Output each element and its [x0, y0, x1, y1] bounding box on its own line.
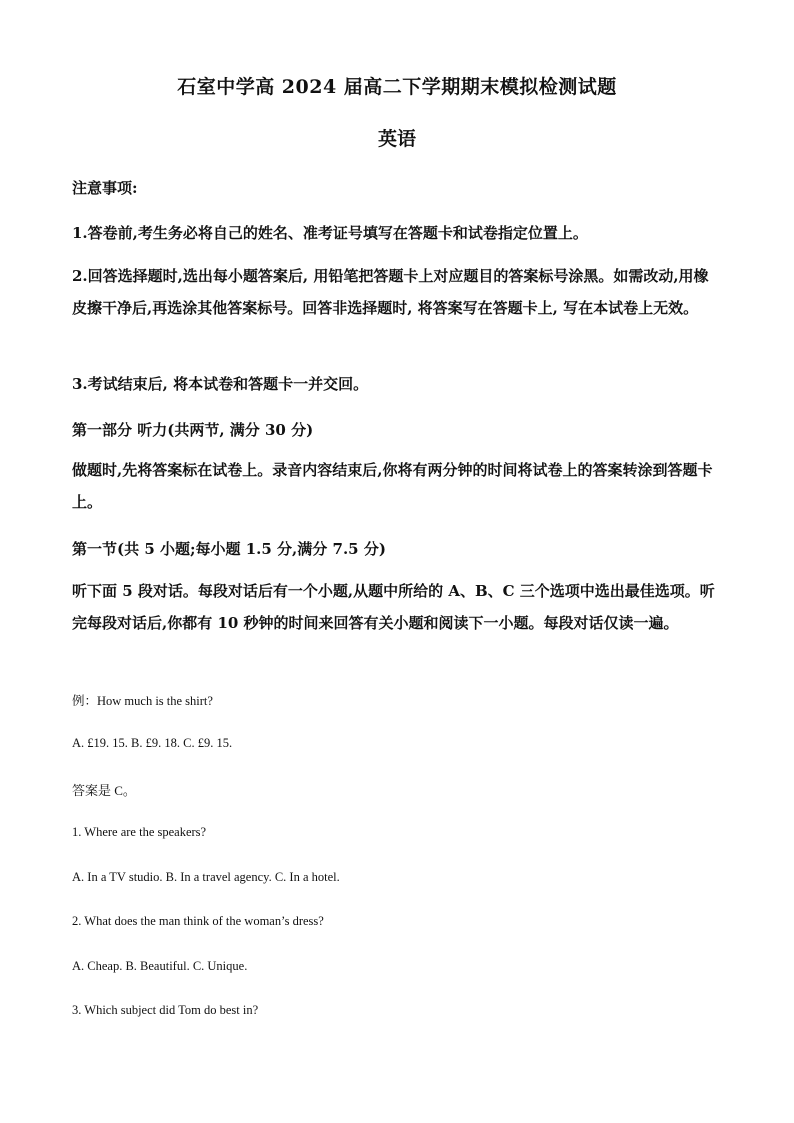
example-question: 例：How much is the shirt?	[72, 694, 213, 708]
question-3: 3. Which subject did Tom do best in?	[72, 1003, 259, 1017]
example-options: A. £19. 15. B. £9. 18. C. £9. 15.	[72, 736, 233, 750]
question-1-options: A. In a TV studio. B. In a travel agency. C. In a hotel.	[72, 870, 340, 884]
section1-instruction: 听下面 5 段对话。每段对话后有一个小题,从题中所给的 A、B、C 三个选项中选出最佳选项。听完每段对话后,你都有 10 秒钟的时间来回答有关小题和阅读下一小题。每段对话仅读一遍。	[72, 582, 715, 632]
exam-title: 石室中学高 2024 届高二下学期期末模拟检测试题	[177, 76, 617, 98]
subject-title: 英语	[377, 128, 416, 150]
notice-item-3: 3.考试结束后, 将本试卷和答题卡一并交回。	[72, 375, 369, 393]
section1-heading: 第一节(共 5 小题;每小题 1.5 分,满分 7.5 分)	[72, 540, 386, 558]
question-1: 1. Where are the speakers?	[72, 825, 207, 839]
notice-item-1: 1.答卷前,考生务必将自己的姓名、准考证号填写在答题卡和试卷指定位置上。	[72, 224, 588, 242]
part1-instruction: 做题时,先将答案标在试卷上。录音内容结束后,你将有两分钟的时间将试卷上的答案转涂到答题卡上。	[72, 461, 713, 511]
part1-heading: 第一部分 听力(共两节, 满分 30 分)	[72, 421, 314, 439]
question-2: 2. What does the man think of the woman’s dress?	[72, 914, 324, 928]
notice-item-2: 2.回答选择题时,选出每小题答案后, 用铅笔把答题卡上对应题目的答案标号涂黑。如需改动,用橡皮擦干净后,再选涂其他答案标号。回答非选择题时, 将答案写在答题卡上, 写在本试卷上无效。	[72, 267, 709, 317]
question-2-options: A. Cheap. B. Beautiful. C. Unique.	[72, 959, 248, 973]
notice-heading: 注意事项:	[72, 179, 138, 197]
example-answer: 答案是 C。	[72, 783, 136, 798]
